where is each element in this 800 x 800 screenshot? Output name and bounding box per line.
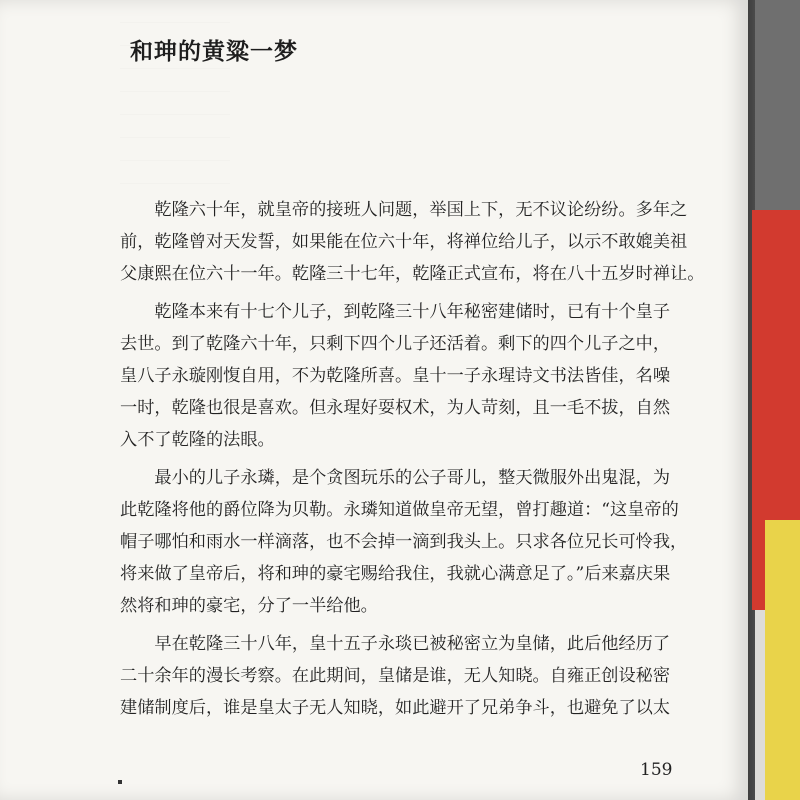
text-line: 皇八子永璇刚愎自用，不为乾隆所喜。皇十一子永瑆诗文书法皆佳，名噪 (120, 365, 671, 386)
text-line: 父康熙在位六十一年。乾隆三十七年，乾隆正式宣布，将在八十五岁时禅让。 (120, 263, 705, 284)
paragraph (120, 195, 705, 290)
paragraph (120, 629, 680, 724)
text-line: 此乾隆将他的爵位降为贝勒。永璘知道做皇帝无望，曾打趣道：“这皇帝的 (120, 500, 679, 521)
text-line: 将来做了皇帝后，将和珅的豪宅赐给我住，我就心满意足了。”后来嘉庆果 (120, 563, 671, 584)
text-line: 帽子哪怕和雨水一样滴落，也不会掉一滴到我头上。只求各位兄长可怜我， (120, 531, 688, 552)
adjacent-book-yellow (765, 520, 800, 800)
chapter-title: 和珅的黄粱一梦 (130, 38, 298, 65)
show-through-text (120, 0, 230, 184)
paragraph (120, 297, 680, 456)
text-line: 去世。到了乾隆六十年，只剩下四个儿子还活着。剩下的四个儿子之中， (120, 334, 671, 355)
text-line: 乾隆六十年，就皇帝的接班人问题，举国上下，无不议论纷纷。多年之 (120, 200, 688, 220)
print-mark (118, 780, 122, 784)
text-line: 乾隆本来有十七个儿子，到乾隆三十八年秘密建储时，已有十个皇子 (120, 302, 671, 323)
text-line: 二十余年的漫长考察。在此期间，皇储是谁，无人知晓。自雍正创设秘密 (120, 666, 671, 687)
page-number: 159 (640, 760, 673, 780)
paragraph (120, 463, 688, 622)
text-line: 建储制度后，谁是皇太子无人知晓，如此避开了兄弟争斗，也避免了以太 (120, 697, 671, 718)
text-line: 前，乾隆曾对天发誓，如果能在位六十年，将禅位给儿子，以示不敢媲美祖 (120, 231, 688, 252)
adjacent-book-spine-gray (752, 0, 800, 210)
text-line: 入不了乾隆的法眼。 (120, 429, 275, 450)
body-text (120, 195, 705, 732)
text-line: 一时，乾隆也很是喜欢。但永瑆好耍权术，为人苛刻，且一毛不拔，自然 (120, 397, 671, 418)
text-line: 早在乾隆三十八年，皇十五子永琰已被秘密立为皇储，此后他经历了 (120, 634, 671, 655)
text-line: 最小的儿子永璘，是个贪图玩乐的公子哥儿，整天微服外出鬼混，为 (120, 468, 671, 489)
text-line: 然将和珅的豪宅，分了一半给他。 (120, 595, 378, 616)
